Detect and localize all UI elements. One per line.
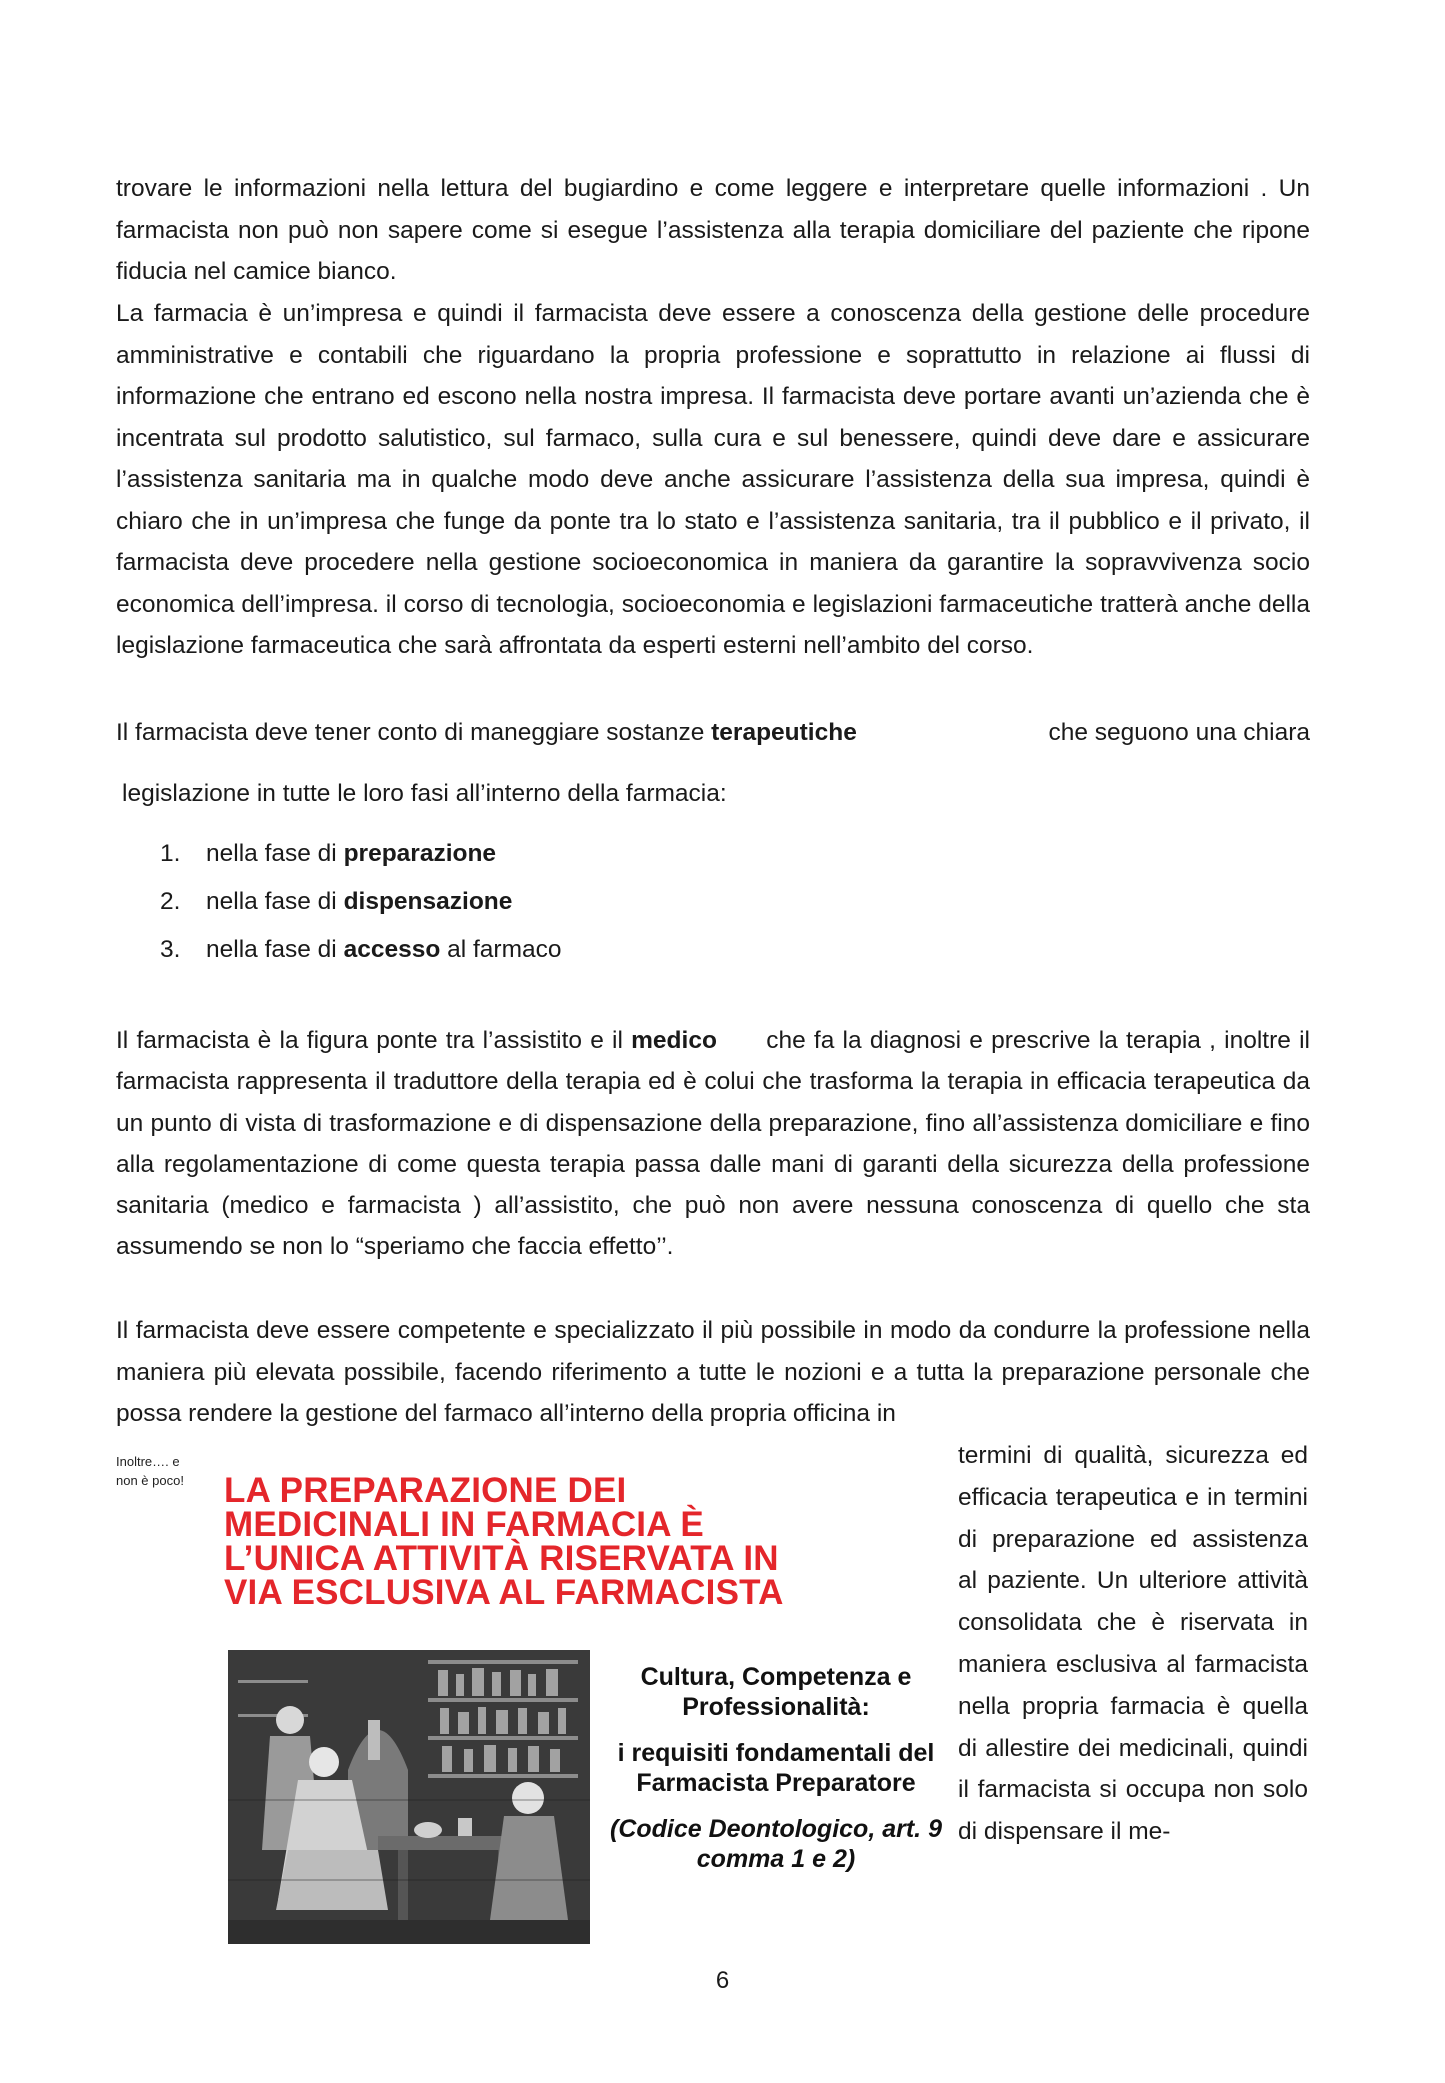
paragraph-sostanze-line1	[116, 717, 1310, 749]
engraving-illustration	[228, 1650, 590, 1944]
paragraph-bugiardino: trovare le informazioni nella lettura del bugiardino e come leggere e interpretare quelle informazioni . Un farmacista non può non sapere come si esegue l’assistenza alla terapia domiciliare del paziente che ripone fiducia nel camice bianco.	[116, 175, 1310, 285]
paragraph-sostanze-line2: legislazione in tutte le loro fasi all’interno della farmacia:	[122, 780, 727, 807]
paragraph-impresa: La farmacia è un’impresa e quindi il farmacista deve essere a conoscenza della gestione delle procedure amministrative e contabili che riguardano la propria professione e soprattutto in relazione ai flussi di informazione che entrano ed escono nella nostra impresa. Il farmacista deve portare avanti un’azienda che è incentrata sul prodotto salutistico, sul farmaco, sulla cura e sul benessere, quindi deve dare e assicurare l’assistenza sanitaria ma in qualche modo deve anche assicurare l’assistenza della sua impresa, quindi è chiaro che in un’impresa che funge da ponte tra lo stato e l’assistenza sanitaria, tra il pubblico e il privato, il farmacista deve procedere nella gestione socioeconomica in maniera da garantire la sopravvivenza socio economica dell’impresa. il corso di tecnologia, socioeconomia e legislazioni farmaceutiche tratterà anche della legislazione farmaceutica che sarà affrontata da esperti esterni nell’ambito del corso.	[116, 300, 1310, 659]
figure-headline: LA PREPARAZIONE DEI MEDICINALI IN FARMACIA È L’UNICA ATTIVITÀ RISERVATA IN VIA ESCLUSIVA AL FARMACISTA	[224, 1471, 784, 1612]
list-item: 2. nella fase di dispensazione	[160, 888, 513, 915]
bold-term: dispensazione	[343, 888, 513, 915]
paragraph-side-text: termini di qualità, sicurezza ed efficacia terapeutica e in termini di preparazione ed assistenza al paziente. Un ulteriore attività consolidata che è riservata in maniera esclusiva al farmacista nella propria farmacia è quella di allestire dei medicinali, quindi il farmacista si occupa non solo di dispensare il me-	[958, 1442, 1308, 1846]
bold-term: preparazione	[343, 840, 497, 867]
pharmacy-figure	[116, 1452, 946, 1952]
bold-term-terapeutiche: terapeutiche	[711, 719, 857, 746]
text-segment: Il farmacista deve tener conto di maneggiare sostanze	[116, 719, 712, 746]
list-item: 1. nella fase di preparazione	[160, 840, 497, 867]
engraving-image	[228, 1650, 590, 1944]
figure-caption	[606, 1662, 946, 1874]
paragraph-competente: Il farmacista deve essere competente e specializzato il più possibile in modo da condurre la professione nella maniera più elevata possibile, facendo riferimento a tutte le nozioni e a tutta la preparazione personale che possa rendere la gestione del farmaco all’interno della propria officina in	[116, 1317, 1310, 1427]
list-item: 3. nella fase di accesso al farmaco	[160, 936, 562, 963]
page-number: 6	[715, 1967, 730, 1994]
caption-codice: (Codice Deontologico, art. 9 comma 1 e 2)	[610, 1815, 942, 1873]
caption-title: Cultura, Competenza e Professionalità:	[640, 1663, 912, 1721]
bold-term-medico: medico	[631, 1027, 717, 1054]
text-segment: che seguono una chiara	[1048, 719, 1310, 746]
caption-requisiti: i requisiti fondamentali del Farmacista Preparatore	[617, 1739, 935, 1797]
bold-term: accesso	[343, 936, 441, 963]
paragraph-medico: Il farmacista è la figura ponte tra l’assistito e il medico che fa la diagnosi e prescrive la terapia , inoltre il farmacista rappresenta il traduttore della terapia ed è colui che trasforma la terapia in efficacia terapeutica da un punto di vista di trasformazione e di dispensazione della preparazione, fino all’assistenza domiciliare e fino alla regolamentazione di come questa terapia passa dalle mani di garanti della sicurezza della professione sanitaria (medico e farmacista ) all’assistito, che può non avere nessuna conoscenza di quello che sta assumendo se non lo “speriamo che faccia effetto’’.	[116, 1027, 1310, 1261]
figure-note: Inoltre…. e non è poco!	[116, 1454, 184, 1488]
